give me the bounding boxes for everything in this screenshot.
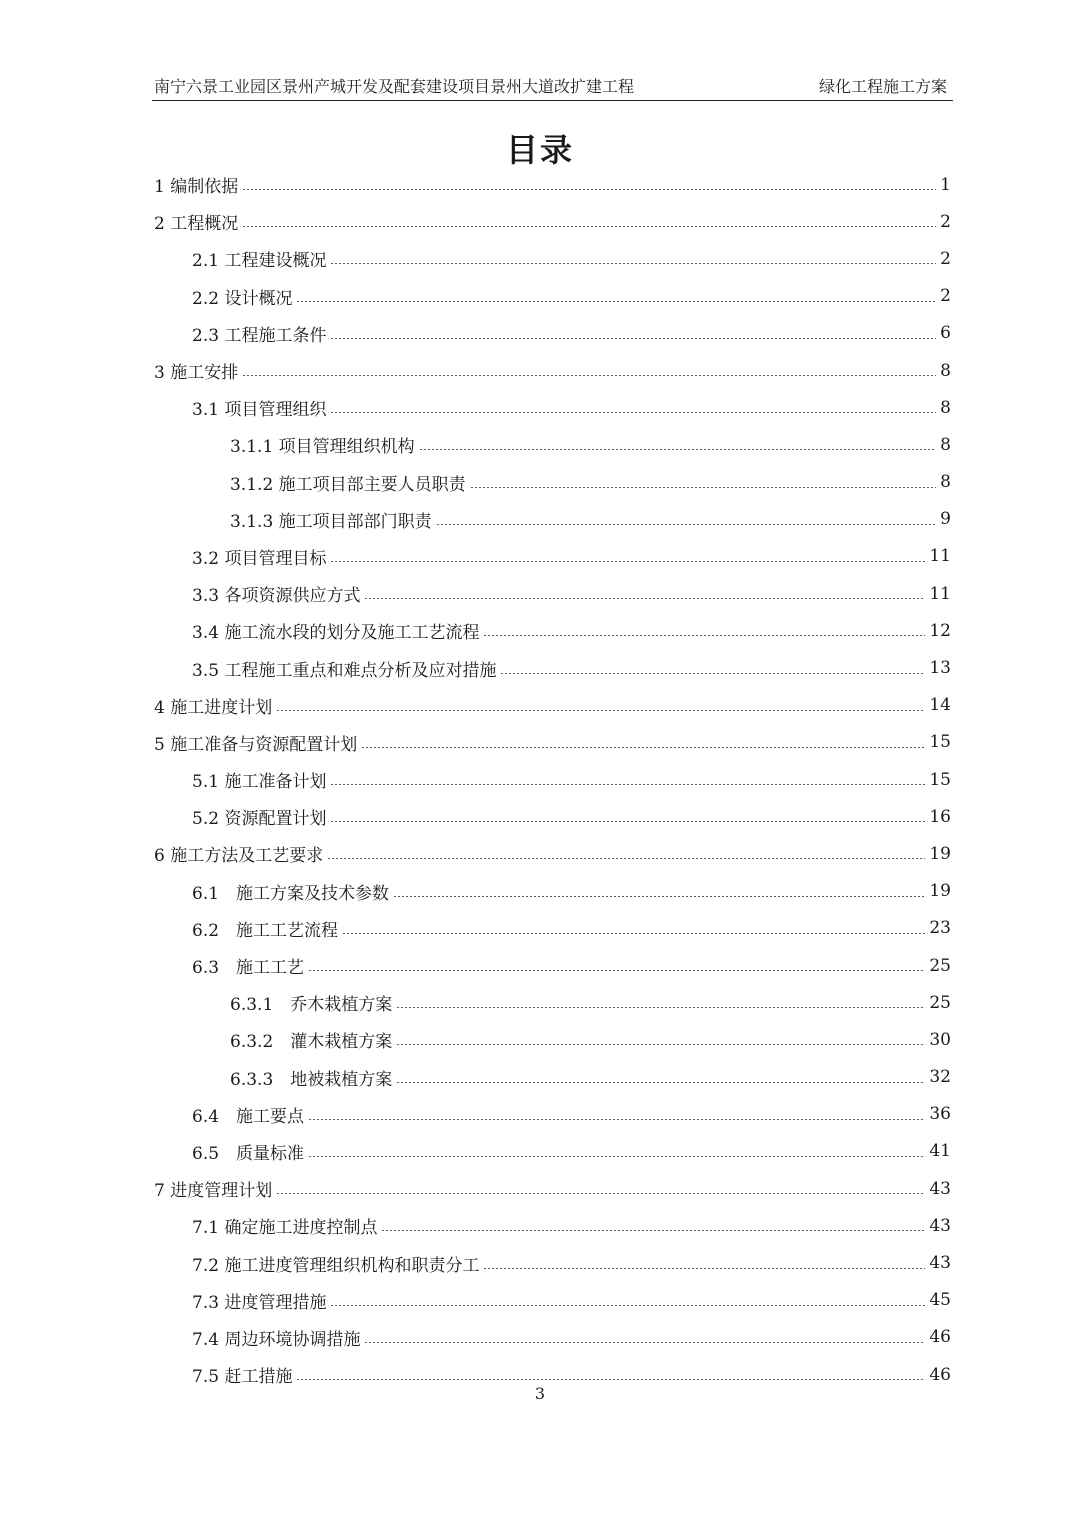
toc-entry[interactable] (152, 687, 951, 724)
toc-entry-page: 8 (940, 472, 951, 493)
toc-entry-label: 3.3 各项资源供应方式 (192, 586, 361, 607)
toc-dot-leader (483, 635, 925, 636)
toc-entry[interactable] (152, 1096, 951, 1133)
toc-dot-leader (500, 673, 925, 674)
toc-entry-page: 46 (929, 1364, 951, 1385)
toc-entry-label: 1 编制依据 (154, 177, 239, 198)
toc-dot-leader (296, 301, 936, 302)
toc-entry-page: 11 (929, 583, 951, 604)
toc-dot-leader (296, 1379, 925, 1380)
toc-entry-page: 41 (929, 1141, 951, 1162)
toc-entry-label: 2.1 工程建设概况 (192, 251, 327, 272)
toc-entry-page: 30 (929, 1029, 951, 1050)
toc-dot-leader (381, 1230, 925, 1231)
toc-dot-leader (393, 896, 925, 897)
header-document-title: 绿化工程施工方案 (818, 77, 947, 96)
toc-entry-label: 5.2 资源配置计划 (192, 809, 327, 830)
toc-entry-page: 25 (929, 992, 951, 1013)
toc-dot-leader (276, 1193, 925, 1194)
toc-entry[interactable] (152, 575, 951, 612)
toc-dot-leader (436, 524, 937, 525)
toc-entry-page: 13 (929, 658, 951, 679)
toc-entry-label: 3.5 工程施工重点和难点分析及应对措施 (192, 660, 497, 681)
header-project-title: 南宁六景工业园区景州产城开发及配套建设项目景州大道改扩建工程 (154, 77, 635, 96)
toc-entry-label: 3.1.1 项目管理组织机构 (230, 437, 415, 458)
toc-dot-leader (396, 1082, 925, 1083)
toc-entry-label: 2.2 设计概况 (192, 288, 293, 309)
toc-entry-label: 6.3 施工工艺 (192, 958, 305, 979)
toc-entry-page: 19 (929, 881, 951, 902)
toc-dot-leader (483, 1268, 925, 1269)
toc-entry-page: 43 (929, 1253, 951, 1274)
toc-entry-page: 9 (940, 509, 951, 530)
toc-entry-page: 14 (929, 695, 951, 716)
toc-entry-page: 25 (929, 955, 951, 976)
toc-dot-leader (330, 821, 925, 822)
toc-entry[interactable] (152, 315, 951, 352)
table-of-contents (152, 166, 951, 1393)
toc-entry[interactable] (152, 166, 951, 203)
toc-entry-label: 3.4 施工流水段的划分及施工工艺流程 (192, 623, 480, 644)
toc-entry[interactable] (152, 352, 951, 389)
toc-entry[interactable] (152, 649, 951, 686)
toc-entry[interactable] (152, 464, 951, 501)
toc-dot-leader (330, 412, 936, 413)
toc-dot-leader (276, 710, 925, 711)
toc-entry[interactable] (152, 724, 951, 761)
toc-entry-label: 3 施工安排 (154, 363, 239, 384)
toc-entry-page: 43 (929, 1178, 951, 1199)
toc-entry-page: 2 (940, 286, 951, 307)
toc-entry[interactable] (152, 761, 951, 798)
toc-entry-label: 7.5 赶工措施 (192, 1367, 293, 1388)
toc-entry-label: 7.4 周边环境协调措施 (192, 1329, 361, 1350)
toc-entry-label: 6.1 施工方案及技术参数 (192, 883, 390, 904)
toc-entry-page: 11 (929, 546, 951, 567)
toc-entry-page: 8 (940, 360, 951, 381)
toc-entry[interactable] (152, 240, 951, 277)
toc-dot-leader (242, 189, 936, 190)
toc-entry[interactable] (152, 1059, 951, 1096)
toc-dot-leader (419, 449, 937, 450)
toc-entry-label: 6.3.2 灌木栽植方案 (230, 1032, 393, 1053)
toc-entry[interactable] (152, 873, 951, 910)
toc-entry-page: 46 (929, 1327, 951, 1348)
toc-entry[interactable] (152, 1319, 951, 1356)
toc-dot-leader (308, 1119, 925, 1120)
page-number: 3 (534, 1384, 546, 1403)
toc-entry-label: 6.4 施工要点 (192, 1106, 305, 1127)
toc-entry[interactable] (152, 798, 951, 835)
toc-entry[interactable] (152, 1244, 951, 1281)
page-header (152, 76, 953, 101)
toc-entry-label: 7 进度管理计划 (154, 1181, 273, 1202)
toc-dot-leader (364, 1342, 925, 1343)
toc-dot-leader (470, 487, 937, 488)
toc-entry[interactable] (152, 835, 951, 872)
toc-entry-label: 3.1 项目管理组织 (192, 400, 327, 421)
toc-entry-label: 6.5 质量标准 (192, 1143, 305, 1164)
toc-entry-label: 7.1 确定施工进度控制点 (192, 1218, 378, 1239)
toc-entry[interactable] (152, 501, 951, 538)
toc-entry-page: 15 (929, 769, 951, 790)
toc-dot-leader (327, 858, 925, 859)
toc-entry-label: 3.1.2 施工项目部主要人员职责 (230, 474, 466, 495)
toc-entry[interactable] (152, 203, 951, 240)
toc-entry[interactable] (152, 389, 951, 426)
toc-entry-page: 32 (929, 1067, 951, 1088)
toc-entry-label: 5 施工准备与资源配置计划 (154, 734, 358, 755)
toc-entry-page: 23 (929, 918, 951, 939)
toc-entry[interactable] (152, 1170, 951, 1207)
toc-entry-page: 2 (940, 248, 951, 269)
toc-dot-leader (396, 1044, 925, 1045)
toc-dot-leader (308, 970, 925, 971)
toc-entry-label: 3.2 项目管理目标 (192, 548, 327, 569)
toc-entry-page: 8 (940, 397, 951, 418)
toc-entry-page: 6 (940, 323, 951, 344)
toc-entry[interactable] (152, 1133, 951, 1170)
toc-dot-leader (330, 1305, 925, 1306)
toc-entry[interactable] (152, 278, 951, 315)
toc-entry-page: 1 (940, 174, 951, 195)
toc-entry-label: 6.3.3 地被栽植方案 (230, 1069, 393, 1090)
toc-dot-leader (396, 1007, 925, 1008)
toc-heading: 目录 (505, 131, 574, 169)
toc-entry-label: 6.2 施工工艺流程 (192, 920, 339, 941)
toc-entry[interactable] (152, 947, 951, 984)
toc-entry-label: 3.1.3 施工项目部部门职责 (230, 511, 432, 532)
toc-entry[interactable] (152, 426, 951, 463)
toc-entry-label: 6 施工方法及工艺要求 (154, 846, 324, 867)
toc-dot-leader (330, 338, 936, 339)
toc-dot-leader (330, 263, 936, 264)
toc-dot-leader (364, 598, 925, 599)
toc-entry-label: 7.2 施工进度管理组织机构和职责分工 (192, 1255, 480, 1276)
toc-entry-label: 2.3 工程施工条件 (192, 325, 327, 346)
toc-entry[interactable] (152, 612, 951, 649)
toc-entry-page: 2 (940, 211, 951, 232)
toc-entry[interactable] (152, 1207, 951, 1244)
toc-dot-leader (361, 747, 925, 748)
toc-entry-page: 8 (940, 434, 951, 455)
toc-dot-leader (242, 375, 936, 376)
toc-entry-page: 36 (929, 1104, 951, 1125)
toc-dot-leader (330, 561, 925, 562)
toc-entry[interactable] (152, 538, 951, 575)
toc-dot-leader (308, 1156, 925, 1157)
toc-entry[interactable] (152, 1282, 951, 1319)
toc-entry-page: 19 (929, 843, 951, 864)
toc-dot-leader (330, 784, 925, 785)
toc-entry-label: 2 工程概况 (154, 214, 239, 235)
toc-dot-leader (342, 933, 925, 934)
toc-entry-page: 15 (929, 732, 951, 753)
toc-entry-label: 5.1 施工准备计划 (192, 772, 327, 793)
toc-dot-leader (242, 226, 936, 227)
toc-entry[interactable] (152, 910, 951, 947)
toc-entry[interactable] (152, 1021, 951, 1058)
toc-entry-page: 12 (929, 620, 951, 641)
toc-entry-page: 43 (929, 1215, 951, 1236)
toc-entry-page: 45 (929, 1290, 951, 1311)
toc-entry-label: 4 施工进度计划 (154, 697, 273, 718)
toc-entry-page: 16 (929, 806, 951, 827)
toc-entry[interactable] (152, 984, 951, 1021)
toc-entry-label: 7.3 进度管理措施 (192, 1292, 327, 1313)
toc-entry-label: 6.3.1 乔木栽植方案 (230, 995, 393, 1016)
